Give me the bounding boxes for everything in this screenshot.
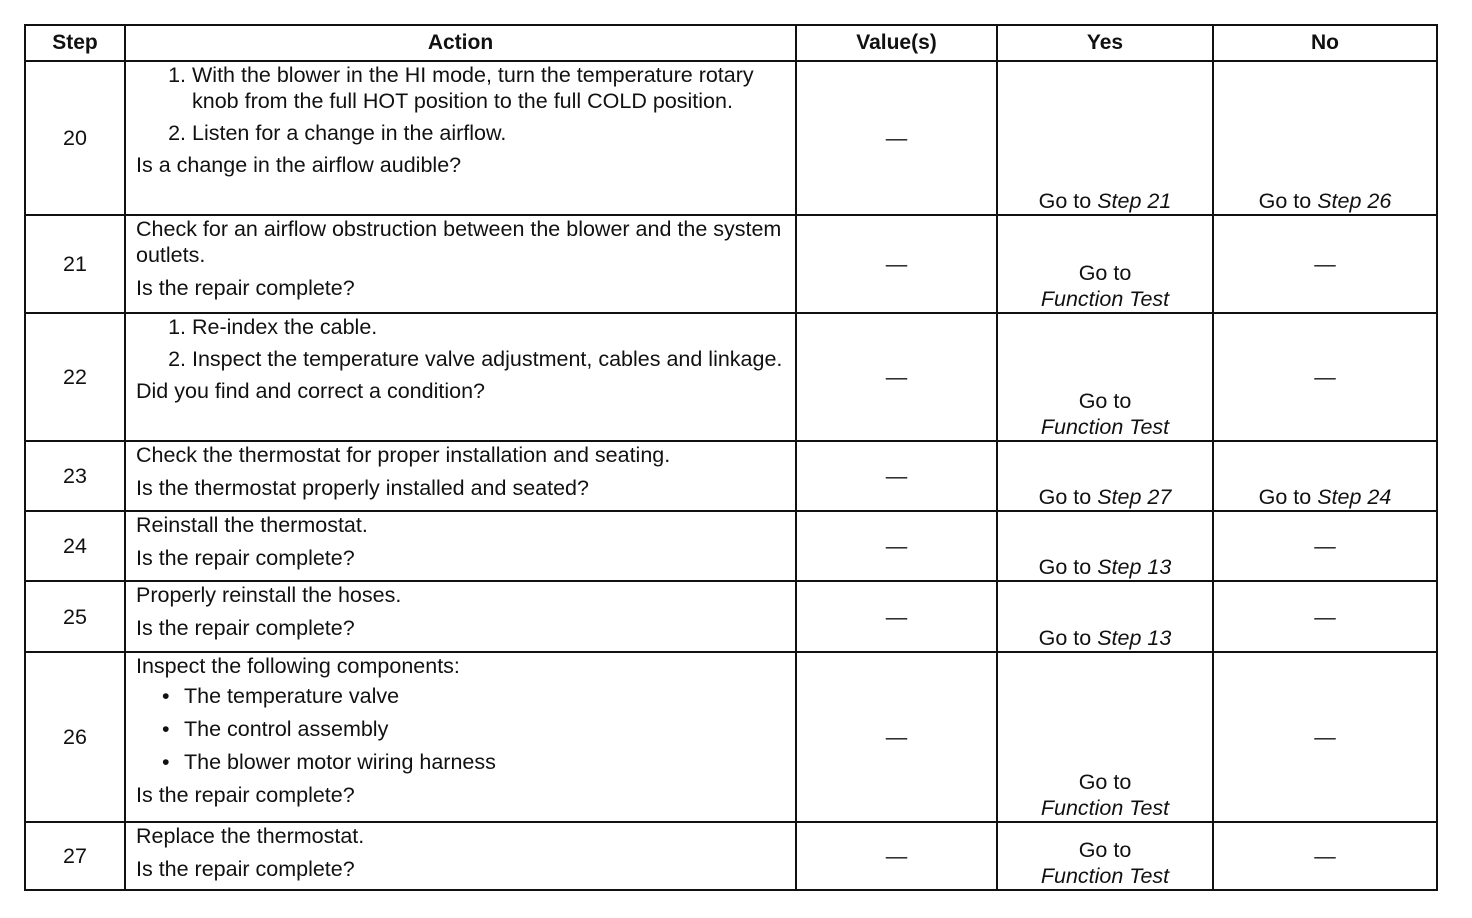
goto-target: Function Test [1040,864,1170,888]
action-question: Is the repair complete? [136,783,355,807]
action-cell [125,441,796,511]
goto-prefix: Go to [1258,485,1312,509]
no-cell: — [1213,652,1437,822]
action-text: Inspect the following components: [136,654,460,678]
step-number: 27 [25,822,125,890]
action-step: 2. Listen for a change in the airflow. [192,120,785,146]
header-yes: Yes [997,25,1213,61]
step-number: 26 [25,652,125,822]
goto-target: Function Test [1040,796,1170,820]
action-question: Is the repair complete? [136,616,355,640]
goto-target: Step 27 [1097,485,1172,509]
no-cell: — [1213,581,1437,652]
action-question: Is the repair complete? [136,546,355,570]
no-cell: — [1213,313,1437,441]
action-step: 1. With the blower in the HI mode, turn the temperature rotary knob from the full HOT position to the full COLD position. [192,62,785,114]
action-cell [125,822,796,890]
header-row [25,25,1437,61]
value-cell: — [796,61,997,215]
yes-cell [997,61,1213,215]
table-row [25,652,1437,822]
action-question: Is the thermostat properly installed and seated? [136,476,589,500]
header-action: Action [125,25,796,61]
value-cell: — [796,215,997,313]
table-row [25,511,1437,581]
step-number: 21 [25,215,125,313]
no-cell [1213,61,1437,215]
goto-target: Step 21 [1097,189,1172,213]
action-question: Is the repair complete? [136,857,355,881]
action-question: Did you find and correct a condition? [136,379,485,403]
goto-prefix: Go to [1078,261,1132,285]
value-cell: — [796,581,997,652]
goto-target: Step 26 [1317,189,1392,213]
goto-target: Step 13 [1097,555,1172,579]
yes-cell [997,652,1213,822]
no-cell: — [1213,511,1437,581]
value-cell: — [796,511,997,581]
goto-target: Step 13 [1097,626,1172,650]
goto-prefix: Go to [1078,389,1132,413]
step-number: 25 [25,581,125,652]
yes-cell [997,581,1213,652]
yes-cell [997,822,1213,890]
table-row [25,215,1437,313]
action-cell [125,61,796,215]
yes-cell [997,215,1213,313]
value-cell: — [796,822,997,890]
action-cell [125,652,796,822]
yes-cell [997,511,1213,581]
list-item: • The control assembly [184,716,785,742]
action-steps [136,62,785,146]
no-cell: — [1213,822,1437,890]
table-row [25,581,1437,652]
goto-prefix: Go to [1038,485,1092,509]
value-cell: — [796,313,997,441]
diagnostic-table [24,24,1438,891]
action-text: Replace the thermostat. [136,824,365,848]
action-question: Is the repair complete? [136,276,355,300]
table-row [25,822,1437,890]
goto-target: Function Test [1040,287,1170,311]
header-values: Value(s) [796,25,997,61]
action-cell [125,511,796,581]
action-cell [125,581,796,652]
table-row [25,61,1437,215]
action-step: 2. Inspect the temperature valve adjustment, cables and linkage. [192,346,785,372]
goto-target: Function Test [1040,415,1170,439]
action-cell [125,215,796,313]
goto-prefix: Go to [1078,770,1132,794]
goto-prefix: Go to [1078,838,1132,862]
component-list [136,683,785,775]
step-number: 24 [25,511,125,581]
no-cell: — [1213,215,1437,313]
header-no: No [1213,25,1437,61]
action-text: Reinstall the thermostat. [136,513,368,537]
list-item: • The blower motor wiring harness [184,749,785,775]
goto-target: Step 24 [1317,485,1392,509]
action-text: Check the thermostat for proper installation and seating. [136,443,671,467]
header-step: Step [25,25,125,61]
goto-prefix: Go to [1258,189,1312,213]
yes-cell [997,441,1213,511]
action-text: Properly reinstall the hoses. [136,583,402,607]
value-cell: — [796,652,997,822]
goto-prefix: Go to [1038,189,1092,213]
action-question: Is a change in the airflow audible? [136,153,462,177]
list-item: • The temperature valve [184,683,785,709]
table-row [25,313,1437,441]
action-steps [136,314,785,372]
action-cell [125,313,796,441]
table-row [25,441,1437,511]
step-number: 20 [25,61,125,215]
goto-prefix: Go to [1038,555,1092,579]
no-cell [1213,441,1437,511]
step-number: 22 [25,313,125,441]
goto-prefix: Go to [1038,626,1092,650]
yes-cell [997,313,1213,441]
action-text: Check for an airflow obstruction between the blower and the system outlets. [136,217,782,267]
action-step: 1. Re-index the cable. [192,314,785,340]
value-cell: — [796,441,997,511]
step-number: 23 [25,441,125,511]
